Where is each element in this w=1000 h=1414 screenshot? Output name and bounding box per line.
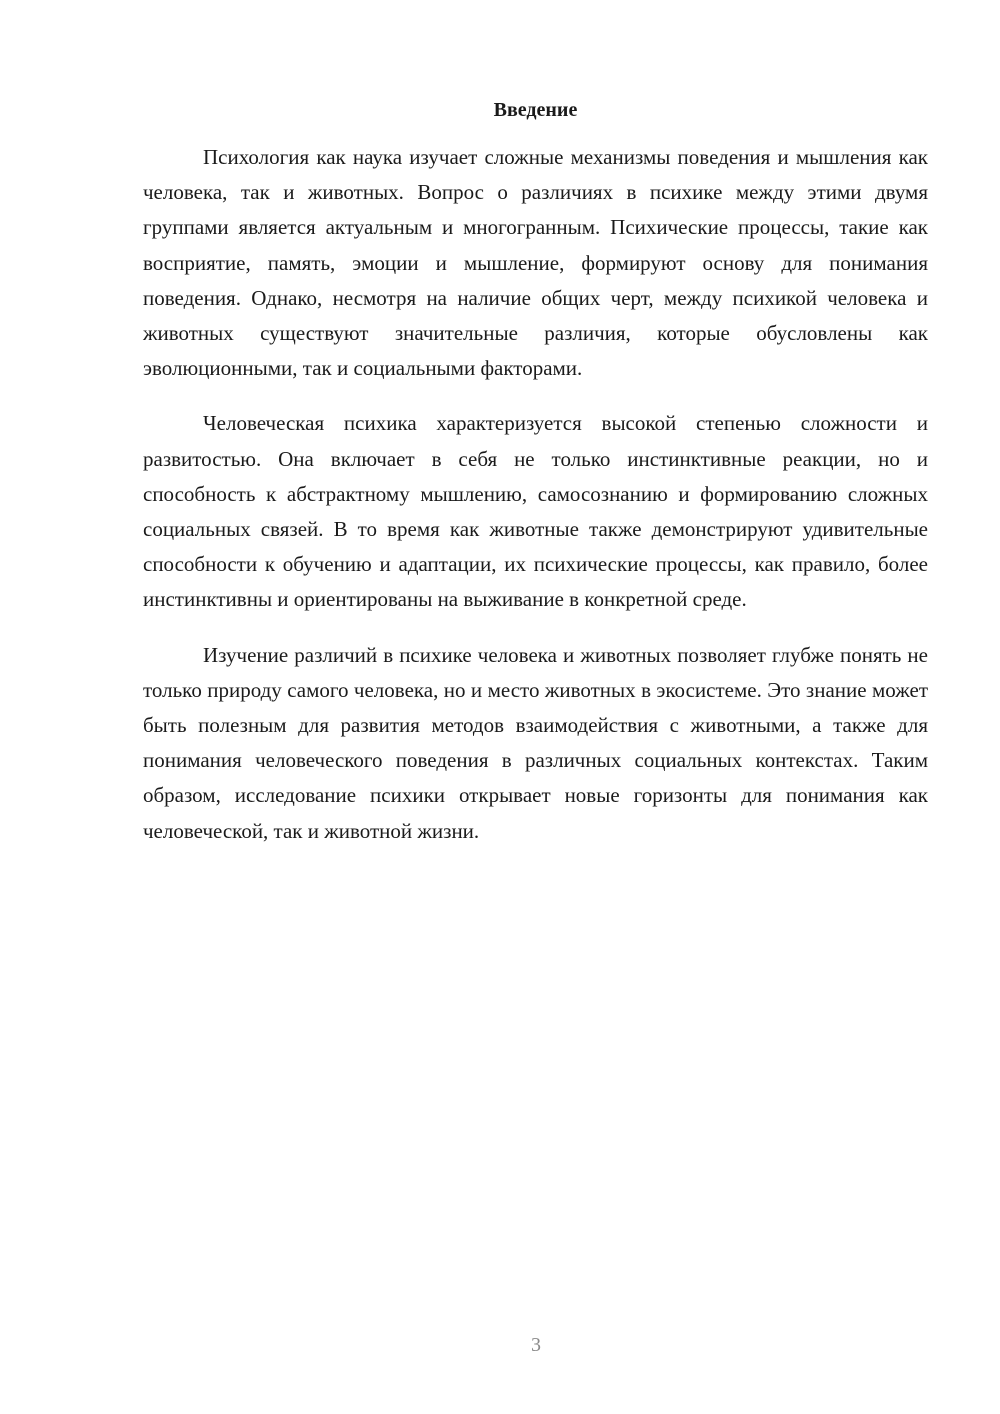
page-content: [143, 95, 928, 869]
section-heading: Введение: [493, 99, 578, 121]
paragraph-1: Психология как наука изучает сложные механизмы поведения и мышления как человека, так и животных. Вопрос о различиях в психике между этими двумя группами является актуальным и многогранным. Психические процессы, такие как восприятие, память, эмоции и мышление, формируют основу для понимания поведения. Однако, несмотря на наличие общих черт, между психикой человека и животных существуют значительные различия, которые обусловлены как эволюционными, так и социальными факторами.: [143, 145, 928, 381]
paragraph-2: Человеческая психика характеризуется высокой степенью сложности и развитостью. Она включает в себя не только инстинктивные реакции, но и способность к абстрактному мышлению, самосознанию и формированию сложных социальных связей. В то время как животные также демонстрируют удивительные способности к обучению и адаптации, их психические процессы, как правило, более инстинктивны и ориентированы на выживание в конкретной среде.: [143, 411, 928, 612]
page-number: 3: [531, 1334, 541, 1356]
paragraph-3: Изучение различий в психике человека и животных позволяет глубже понять не только природу самого человека, но и место животных в экосистеме. Это знание может быть полезным для развития методов взаимодействия с животными, а также для понимания человеческого поведения в различных социальных контекстах. Таким образом, исследование психики открывает новые горизонты для понимания как человеческой, так и животной жизни.: [143, 642, 928, 843]
